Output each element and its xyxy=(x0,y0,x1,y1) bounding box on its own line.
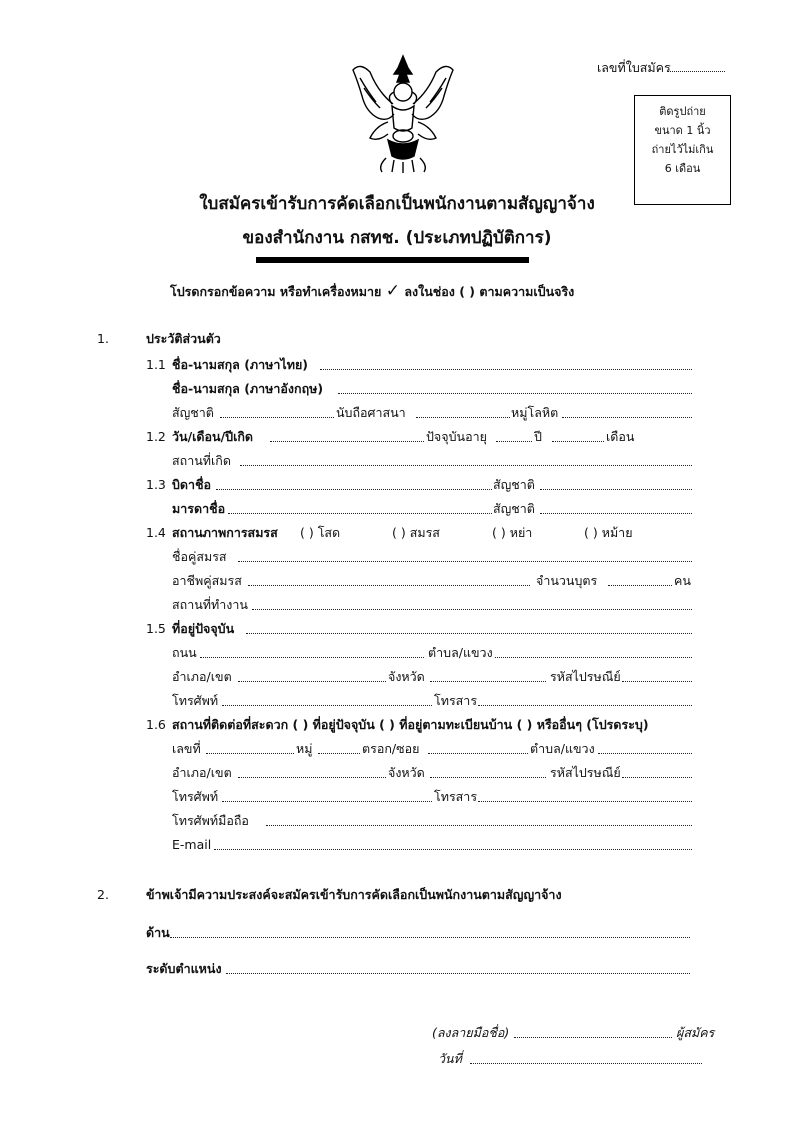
contact-province-field[interactable] xyxy=(430,777,546,778)
religion-field[interactable] xyxy=(416,417,510,418)
house-no-label: เลขที่ xyxy=(172,741,201,756)
road-label: ถนน xyxy=(172,645,197,660)
position-level-input[interactable] xyxy=(226,973,690,974)
subdistrict-field[interactable] xyxy=(495,657,692,658)
province-field[interactable] xyxy=(430,681,546,682)
spouse-job-field[interactable] xyxy=(248,585,530,586)
phone-field[interactable] xyxy=(222,705,432,706)
subsection-number: 1.2 xyxy=(146,429,166,444)
name-en-field[interactable] xyxy=(338,393,692,394)
spouse-field[interactable] xyxy=(238,561,692,562)
marital-option-divorced[interactable]: ( ) หย่า xyxy=(492,525,533,540)
soi-label: ตรอก/ซอย xyxy=(362,741,420,756)
children-field[interactable] xyxy=(608,585,672,586)
religion-label: นับถือศาสนา xyxy=(336,405,406,420)
father-label: บิดาชื่อ xyxy=(172,477,212,492)
contact-district-label: อำเภอ/เขต xyxy=(172,765,232,780)
instruction-post: ลงในช่อง ( ) ตามความเป็นจริง xyxy=(404,284,575,299)
marital-option-married[interactable]: ( ) สมรส xyxy=(392,525,440,540)
subsection-number: 1.3 xyxy=(146,477,166,492)
marital-status-label: สถานภาพการสมรส xyxy=(172,525,278,540)
mobile-field[interactable] xyxy=(266,825,692,826)
name-en-label: ชื่อ-นามสกุล (ภาษาอังกฤษ) xyxy=(172,381,324,396)
father-nationality-label: สัญชาติ xyxy=(493,477,535,492)
age-month-field[interactable] xyxy=(552,441,604,442)
subsection-number: 1.1 xyxy=(146,357,166,372)
title-rule xyxy=(256,257,529,263)
children-label: จำนวนบุตร xyxy=(536,573,598,588)
contact-postcode-label: รหัสไปรษณีย์ xyxy=(550,765,621,780)
contact-address-label: สถานที่ติดต่อที่สะดวก ( ) ที่อยู่ปัจจุบัน ( ) ที่อยู่ตามทะเบียนบ้าน ( ) หรืออื่นๆ (โปรดระบุ) xyxy=(172,717,649,732)
dob-label: วัน/เดือน/ปีเกิด xyxy=(172,429,254,444)
photo-box-line: ติดรูปถ่าย xyxy=(659,105,706,118)
application-number-field[interactable] xyxy=(667,71,725,72)
workplace-label: สถานที่ทำงาน xyxy=(172,597,248,612)
section-1-title: ประวัติส่วนตัว xyxy=(146,331,221,346)
mobile-label: โทรศัพท์มือถือ xyxy=(172,813,249,828)
marital-option-widowed[interactable]: ( ) หม้าย xyxy=(584,525,633,540)
garuda-emblem-icon xyxy=(348,52,458,174)
phone-label: โทรศัพท์ xyxy=(172,693,219,708)
mother-nationality-field[interactable] xyxy=(540,513,692,514)
contact-phone-field[interactable] xyxy=(222,801,432,802)
postcode-field[interactable] xyxy=(622,681,692,682)
current-address-field[interactable] xyxy=(246,633,692,634)
age-year-label: ปี xyxy=(534,429,542,444)
age-year-field[interactable] xyxy=(496,441,532,442)
signature-field[interactable] xyxy=(514,1037,672,1038)
section-2-title: ข้าพเจ้ามีความประสงค์จะสมัครเข้ารับการคัดเลือกเป็นพนักงานตามสัญญาจ้าง xyxy=(146,887,562,902)
road-field[interactable] xyxy=(200,657,424,658)
fax-field[interactable] xyxy=(478,705,692,706)
contact-fax-label: โทรสาร xyxy=(434,789,478,804)
fax-label: โทรสาร xyxy=(434,693,478,708)
children-unit: คน xyxy=(674,573,691,588)
photo-box-line: ถ่ายไว้ไม่เกิน xyxy=(651,143,714,156)
position-field-input[interactable] xyxy=(170,937,690,938)
applicant-label: ผู้สมัคร xyxy=(676,1025,715,1040)
house-no-field[interactable] xyxy=(206,753,294,754)
subsection-number: 1.6 xyxy=(146,717,166,732)
subdistrict-label: ตำบล/แขวง xyxy=(428,645,493,660)
mother-label: มารดาชื่อ xyxy=(172,501,226,516)
blood-type-field[interactable] xyxy=(562,417,692,418)
page-subtitle: ของสำนักงาน กสทช. (ประเภทปฏิบัติการ) xyxy=(242,228,552,248)
name-th-field[interactable] xyxy=(320,369,692,370)
mother-nationality-label: สัญชาติ xyxy=(493,501,535,516)
workplace-field[interactable] xyxy=(252,609,692,610)
blood-type-label: หมู่โลหิต xyxy=(511,405,559,420)
soi-field[interactable] xyxy=(428,753,528,754)
nationality-label: สัญชาติ xyxy=(172,405,214,420)
postcode-label: รหัสไปรษณีย์ xyxy=(550,669,621,684)
subsection-number: 1.4 xyxy=(146,525,166,540)
moo-field[interactable] xyxy=(318,753,360,754)
mother-field[interactable] xyxy=(228,513,492,514)
instruction-pre: โปรดกรอกข้อความ หรือทำเครื่องหมาย xyxy=(170,284,382,299)
birthplace-label: สถานที่เกิด xyxy=(172,453,231,468)
date-label: วันที่ xyxy=(438,1051,462,1066)
instruction-text xyxy=(170,283,574,300)
marital-option-single[interactable]: ( ) โสด xyxy=(300,525,341,540)
page-title: ใบสมัครเข้ารับการคัดเลือกเป็นพนักงานตามสัญญาจ้าง xyxy=(199,194,595,214)
moo-label: หมู่ xyxy=(296,741,313,756)
current-address-label: ที่อยู่ปัจจุบัน xyxy=(172,621,235,636)
contact-province-label: จังหวัด xyxy=(388,765,425,780)
district-label: อำเภอ/เขต xyxy=(172,669,232,684)
contact-district-field[interactable] xyxy=(238,777,386,778)
section-2-number: 2. xyxy=(97,887,109,902)
email-label: E-mail xyxy=(172,837,212,852)
contact-subdistrict-label: ตำบล/แขวง xyxy=(530,741,595,756)
section-1-number: 1. xyxy=(97,331,109,346)
contact-fax-field[interactable] xyxy=(478,801,692,802)
spouse-job-label: อาชีพคู่สมรส xyxy=(172,573,242,588)
photo-box-line: ขนาด 1 นิ้ว xyxy=(654,124,711,137)
application-number-label: เลขที่ใบสมัคร xyxy=(597,60,671,75)
age-month-label: เดือน xyxy=(606,429,635,444)
dob-field[interactable] xyxy=(270,441,424,442)
photo-box-line: 6 เดือน xyxy=(664,162,701,175)
position-field-label: ด้าน xyxy=(146,925,170,940)
province-label: จังหวัด xyxy=(388,669,425,684)
age-label: ปัจจุบันอายุ xyxy=(426,429,487,444)
contact-subdistrict-field[interactable] xyxy=(598,753,692,754)
nationality-field[interactable] xyxy=(220,417,334,418)
date-field[interactable] xyxy=(470,1063,702,1064)
father-field[interactable] xyxy=(216,489,492,490)
email-field[interactable] xyxy=(214,849,692,850)
contact-phone-label: โทรศัพท์ xyxy=(172,789,219,804)
district-field[interactable] xyxy=(238,681,386,682)
father-nationality-field[interactable] xyxy=(540,489,692,490)
contact-postcode-field[interactable] xyxy=(622,777,692,778)
subsection-number: 1.5 xyxy=(146,621,166,636)
photo-box xyxy=(634,95,731,205)
signature-label: (ลงลายมือชื่อ) xyxy=(432,1025,510,1040)
position-level-label: ระดับตำแหน่ง xyxy=(146,961,222,976)
birthplace-field[interactable] xyxy=(240,465,692,466)
spouse-label: ชื่อคู่สมรส xyxy=(172,549,227,564)
checkmark-icon: ✓ xyxy=(385,281,400,301)
name-th-label: ชื่อ-นามสกุล (ภาษาไทย) xyxy=(172,357,308,372)
